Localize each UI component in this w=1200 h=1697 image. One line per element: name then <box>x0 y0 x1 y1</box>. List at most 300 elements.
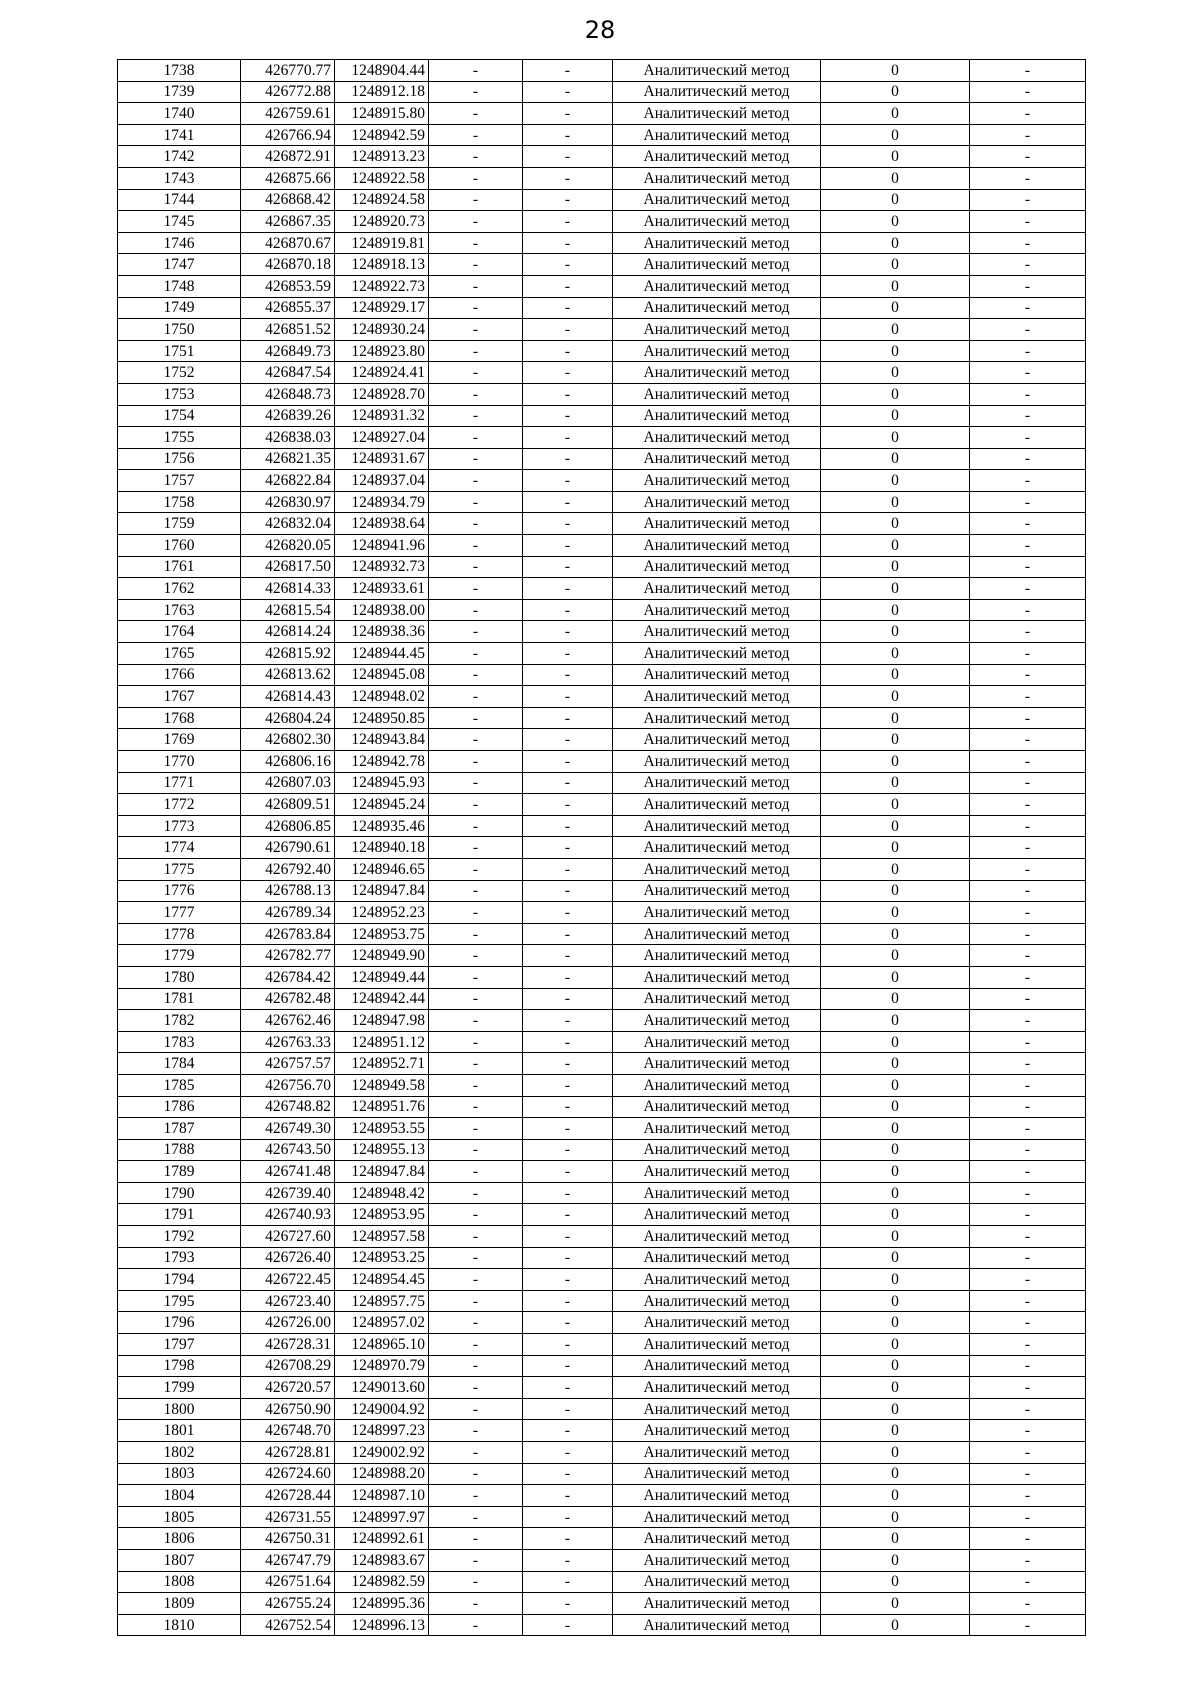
table-row <box>118 275 1086 297</box>
y-coordinate-cell: 1248997.97 <box>335 1506 429 1528</box>
point-number-cell: 1767 <box>118 686 241 708</box>
point-number-cell: 1796 <box>118 1312 241 1334</box>
point-number-cell: 1807 <box>118 1549 241 1571</box>
table-row <box>118 1053 1086 1075</box>
y-coordinate-cell: 1248942.59 <box>335 124 429 146</box>
error-value-cell: 0 <box>821 664 970 686</box>
dash-cell: - <box>523 1182 613 1204</box>
x-coordinate-cell: 426762.46 <box>241 1010 335 1032</box>
x-coordinate-cell: 426740.93 <box>241 1204 335 1226</box>
error-value-cell: 0 <box>821 1269 970 1291</box>
x-coordinate-cell: 426731.55 <box>241 1506 335 1528</box>
error-value-cell: 0 <box>821 772 970 794</box>
dash-cell: - <box>523 599 613 621</box>
error-value-cell: 0 <box>821 1614 970 1636</box>
y-coordinate-cell: 1248965.10 <box>335 1334 429 1356</box>
error-value-cell: 0 <box>821 232 970 254</box>
point-number-cell: 1766 <box>118 664 241 686</box>
dash-cell: - <box>429 1031 523 1053</box>
dash-cell: - <box>970 923 1086 945</box>
dash-cell: - <box>523 880 613 902</box>
dash-cell: - <box>970 1204 1086 1226</box>
y-coordinate-cell: 1248924.58 <box>335 189 429 211</box>
error-value-cell: 0 <box>821 858 970 880</box>
dash-cell: - <box>970 103 1086 125</box>
dash-cell: - <box>429 837 523 859</box>
dash-cell: - <box>970 491 1086 513</box>
error-value-cell: 0 <box>821 297 970 319</box>
y-coordinate-cell: 1248942.44 <box>335 988 429 1010</box>
dash-cell: - <box>429 146 523 168</box>
method-cell: Аналитический метод <box>613 1614 821 1636</box>
dash-cell: - <box>970 707 1086 729</box>
method-cell: Аналитический метод <box>613 1182 821 1204</box>
dash-cell: - <box>970 124 1086 146</box>
dash-cell: - <box>523 772 613 794</box>
dash-cell: - <box>429 988 523 1010</box>
method-cell: Аналитический метод <box>613 1420 821 1442</box>
table-row <box>118 1182 1086 1204</box>
table-row <box>118 1096 1086 1118</box>
dash-cell: - <box>523 988 613 1010</box>
error-value-cell: 0 <box>821 1355 970 1377</box>
error-value-cell: 0 <box>821 1593 970 1615</box>
table-row <box>118 729 1086 751</box>
point-number-cell: 1757 <box>118 470 241 492</box>
method-cell: Аналитический метод <box>613 664 821 686</box>
point-number-cell: 1747 <box>118 254 241 276</box>
y-coordinate-cell: 1248932.73 <box>335 556 429 578</box>
x-coordinate-cell: 426748.82 <box>241 1096 335 1118</box>
table-row <box>118 1074 1086 1096</box>
x-coordinate-cell: 426790.61 <box>241 837 335 859</box>
table-row <box>118 837 1086 859</box>
dash-cell: - <box>523 362 613 384</box>
y-coordinate-cell: 1248951.76 <box>335 1096 429 1118</box>
dash-cell: - <box>970 81 1086 103</box>
dash-cell: - <box>429 232 523 254</box>
x-coordinate-cell: 426728.44 <box>241 1485 335 1507</box>
error-value-cell: 0 <box>821 578 970 600</box>
table-row <box>118 1593 1086 1615</box>
point-number-cell: 1808 <box>118 1571 241 1593</box>
table-row <box>118 578 1086 600</box>
dash-cell: - <box>970 1269 1086 1291</box>
table-row <box>118 1161 1086 1183</box>
dash-cell: - <box>970 837 1086 859</box>
point-number-cell: 1745 <box>118 211 241 233</box>
point-number-cell: 1771 <box>118 772 241 794</box>
error-value-cell: 0 <box>821 319 970 341</box>
y-coordinate-cell: 1248935.46 <box>335 815 429 837</box>
dash-cell: - <box>970 60 1086 82</box>
y-coordinate-cell: 1248954.45 <box>335 1269 429 1291</box>
dash-cell: - <box>429 664 523 686</box>
y-coordinate-cell: 1248944.45 <box>335 643 429 665</box>
method-cell: Аналитический метод <box>613 815 821 837</box>
x-coordinate-cell: 426830.97 <box>241 491 335 513</box>
method-cell: Аналитический метод <box>613 1485 821 1507</box>
dash-cell: - <box>970 815 1086 837</box>
dash-cell: - <box>429 103 523 125</box>
error-value-cell: 0 <box>821 254 970 276</box>
y-coordinate-cell: 1248931.32 <box>335 405 429 427</box>
dash-cell: - <box>429 578 523 600</box>
dash-cell: - <box>970 362 1086 384</box>
dash-cell: - <box>970 340 1086 362</box>
table-row <box>118 146 1086 168</box>
method-cell: Аналитический метод <box>613 1593 821 1615</box>
dash-cell: - <box>970 189 1086 211</box>
error-value-cell: 0 <box>821 1139 970 1161</box>
x-coordinate-cell: 426848.73 <box>241 383 335 405</box>
dash-cell: - <box>523 815 613 837</box>
y-coordinate-cell: 1248915.80 <box>335 103 429 125</box>
error-value-cell: 0 <box>821 1420 970 1442</box>
table-row <box>118 643 1086 665</box>
dash-cell: - <box>523 1204 613 1226</box>
table-row <box>118 362 1086 384</box>
method-cell: Аналитический метод <box>613 60 821 82</box>
dash-cell: - <box>523 794 613 816</box>
dash-cell: - <box>970 1593 1086 1615</box>
dash-cell: - <box>429 1355 523 1377</box>
dash-cell: - <box>970 794 1086 816</box>
method-cell: Аналитический метод <box>613 966 821 988</box>
dash-cell: - <box>970 988 1086 1010</box>
point-number-cell: 1756 <box>118 448 241 470</box>
x-coordinate-cell: 426728.31 <box>241 1334 335 1356</box>
dash-cell: - <box>970 232 1086 254</box>
dash-cell: - <box>970 167 1086 189</box>
table-row <box>118 621 1086 643</box>
dash-cell: - <box>429 1161 523 1183</box>
point-number-cell: 1775 <box>118 858 241 880</box>
method-cell: Аналитический метод <box>613 945 821 967</box>
dash-cell: - <box>970 1442 1086 1464</box>
x-coordinate-cell: 426849.73 <box>241 340 335 362</box>
method-cell: Аналитический метод <box>613 1204 821 1226</box>
dash-cell: - <box>970 643 1086 665</box>
point-number-cell: 1753 <box>118 383 241 405</box>
dash-cell: - <box>523 664 613 686</box>
dash-cell: - <box>970 1355 1086 1377</box>
method-cell: Аналитический метод <box>613 1161 821 1183</box>
dash-cell: - <box>429 1182 523 1204</box>
dash-cell: - <box>970 1312 1086 1334</box>
dash-cell: - <box>970 1463 1086 1485</box>
point-number-cell: 1772 <box>118 794 241 816</box>
error-value-cell: 0 <box>821 1226 970 1248</box>
y-coordinate-cell: 1248928.70 <box>335 383 429 405</box>
x-coordinate-cell: 426814.33 <box>241 578 335 600</box>
dash-cell: - <box>523 319 613 341</box>
point-number-cell: 1793 <box>118 1247 241 1269</box>
dash-cell: - <box>523 383 613 405</box>
x-coordinate-cell: 426814.43 <box>241 686 335 708</box>
y-coordinate-cell: 1248997.23 <box>335 1420 429 1442</box>
table-row <box>118 556 1086 578</box>
error-value-cell: 0 <box>821 340 970 362</box>
x-coordinate-cell: 426806.85 <box>241 815 335 837</box>
x-coordinate-cell: 426772.88 <box>241 81 335 103</box>
point-number-cell: 1740 <box>118 103 241 125</box>
x-coordinate-cell: 426757.57 <box>241 1053 335 1075</box>
y-coordinate-cell: 1248996.13 <box>335 1614 429 1636</box>
dash-cell: - <box>429 275 523 297</box>
method-cell: Аналитический метод <box>613 1226 821 1248</box>
y-coordinate-cell: 1248942.78 <box>335 751 429 773</box>
method-cell: Аналитический метод <box>613 319 821 341</box>
y-coordinate-cell: 1248950.85 <box>335 707 429 729</box>
error-value-cell: 0 <box>821 815 970 837</box>
dash-cell: - <box>429 902 523 924</box>
method-cell: Аналитический метод <box>613 513 821 535</box>
x-coordinate-cell: 426743.50 <box>241 1139 335 1161</box>
table-row <box>118 1204 1086 1226</box>
table-row <box>118 1528 1086 1550</box>
dash-cell: - <box>523 81 613 103</box>
dash-cell: - <box>523 146 613 168</box>
dash-cell: - <box>970 513 1086 535</box>
error-value-cell: 0 <box>821 146 970 168</box>
dash-cell: - <box>970 858 1086 880</box>
dash-cell: - <box>523 427 613 449</box>
error-value-cell: 0 <box>821 427 970 449</box>
y-coordinate-cell: 1248953.75 <box>335 923 429 945</box>
table-row <box>118 383 1086 405</box>
dash-cell: - <box>523 729 613 751</box>
y-coordinate-cell: 1248934.79 <box>335 491 429 513</box>
x-coordinate-cell: 426751.64 <box>241 1571 335 1593</box>
table-row <box>118 707 1086 729</box>
dash-cell: - <box>429 1010 523 1032</box>
y-coordinate-cell: 1248952.23 <box>335 902 429 924</box>
y-coordinate-cell: 1248947.98 <box>335 1010 429 1032</box>
error-value-cell: 0 <box>821 211 970 233</box>
dash-cell: - <box>429 556 523 578</box>
dash-cell: - <box>970 470 1086 492</box>
dash-cell: - <box>429 297 523 319</box>
dash-cell: - <box>523 167 613 189</box>
dash-cell: - <box>523 621 613 643</box>
y-coordinate-cell: 1248982.59 <box>335 1571 429 1593</box>
error-value-cell: 0 <box>821 167 970 189</box>
dash-cell: - <box>429 1312 523 1334</box>
point-number-cell: 1805 <box>118 1506 241 1528</box>
error-value-cell: 0 <box>821 1161 970 1183</box>
point-number-cell: 1810 <box>118 1614 241 1636</box>
dash-cell: - <box>523 1528 613 1550</box>
error-value-cell: 0 <box>821 1549 970 1571</box>
table-row <box>118 1139 1086 1161</box>
error-value-cell: 0 <box>821 513 970 535</box>
table-row <box>118 1420 1086 1442</box>
dash-cell: - <box>970 686 1086 708</box>
dash-cell: - <box>429 535 523 557</box>
x-coordinate-cell: 426875.66 <box>241 167 335 189</box>
point-number-cell: 1743 <box>118 167 241 189</box>
y-coordinate-cell: 1248947.84 <box>335 880 429 902</box>
error-value-cell: 0 <box>821 448 970 470</box>
x-coordinate-cell: 426815.92 <box>241 643 335 665</box>
y-coordinate-cell: 1248920.73 <box>335 211 429 233</box>
x-coordinate-cell: 426813.62 <box>241 664 335 686</box>
method-cell: Аналитический метод <box>613 1334 821 1356</box>
point-number-cell: 1749 <box>118 297 241 319</box>
method-cell: Аналитический метод <box>613 556 821 578</box>
y-coordinate-cell: 1248913.23 <box>335 146 429 168</box>
error-value-cell: 0 <box>821 1182 970 1204</box>
dash-cell: - <box>970 1485 1086 1507</box>
dash-cell: - <box>970 146 1086 168</box>
point-number-cell: 1776 <box>118 880 241 902</box>
dash-cell: - <box>523 1312 613 1334</box>
method-cell: Аналитический метод <box>613 1139 821 1161</box>
method-cell: Аналитический метод <box>613 1463 821 1485</box>
method-cell: Аналитический метод <box>613 1269 821 1291</box>
dash-cell: - <box>523 643 613 665</box>
point-number-cell: 1741 <box>118 124 241 146</box>
dash-cell: - <box>970 1161 1086 1183</box>
dash-cell: - <box>970 1182 1086 1204</box>
method-cell: Аналитический метод <box>613 1010 821 1032</box>
point-number-cell: 1744 <box>118 189 241 211</box>
point-number-cell: 1797 <box>118 1334 241 1356</box>
y-coordinate-cell: 1248938.64 <box>335 513 429 535</box>
x-coordinate-cell: 426770.77 <box>241 60 335 82</box>
point-number-cell: 1800 <box>118 1398 241 1420</box>
dash-cell: - <box>970 254 1086 276</box>
dash-cell: - <box>429 405 523 427</box>
y-coordinate-cell: 1248937.04 <box>335 470 429 492</box>
dash-cell: - <box>523 966 613 988</box>
dash-cell: - <box>429 448 523 470</box>
y-coordinate-cell: 1248933.61 <box>335 578 429 600</box>
dash-cell: - <box>970 1053 1086 1075</box>
method-cell: Аналитический метод <box>613 729 821 751</box>
error-value-cell: 0 <box>821 643 970 665</box>
x-coordinate-cell: 426851.52 <box>241 319 335 341</box>
y-coordinate-cell: 1248938.36 <box>335 621 429 643</box>
x-coordinate-cell: 426855.37 <box>241 297 335 319</box>
error-value-cell: 0 <box>821 124 970 146</box>
dash-cell: - <box>970 729 1086 751</box>
table-row <box>118 1485 1086 1507</box>
method-cell: Аналитический метод <box>613 707 821 729</box>
x-coordinate-cell: 426788.13 <box>241 880 335 902</box>
table-row <box>118 167 1086 189</box>
dash-cell: - <box>970 1334 1086 1356</box>
dash-cell: - <box>429 1377 523 1399</box>
dash-cell: - <box>523 1377 613 1399</box>
x-coordinate-cell: 426822.84 <box>241 470 335 492</box>
x-coordinate-cell: 426726.00 <box>241 1312 335 1334</box>
table-row <box>118 60 1086 82</box>
error-value-cell: 0 <box>821 1528 970 1550</box>
y-coordinate-cell: 1248940.18 <box>335 837 429 859</box>
point-number-cell: 1746 <box>118 232 241 254</box>
table-row <box>118 966 1086 988</box>
table-row <box>118 858 1086 880</box>
point-number-cell: 1792 <box>118 1226 241 1248</box>
error-value-cell: 0 <box>821 275 970 297</box>
dash-cell: - <box>970 1031 1086 1053</box>
y-coordinate-cell: 1249013.60 <box>335 1377 429 1399</box>
x-coordinate-cell: 426727.60 <box>241 1226 335 1248</box>
error-value-cell: 0 <box>821 599 970 621</box>
x-coordinate-cell: 426809.51 <box>241 794 335 816</box>
dash-cell: - <box>523 340 613 362</box>
table-row <box>118 448 1086 470</box>
dash-cell: - <box>429 340 523 362</box>
dash-cell: - <box>970 1549 1086 1571</box>
method-cell: Аналитический метод <box>613 686 821 708</box>
point-number-cell: 1765 <box>118 643 241 665</box>
method-cell: Аналитический метод <box>613 1528 821 1550</box>
dash-cell: - <box>970 1010 1086 1032</box>
dash-cell: - <box>429 189 523 211</box>
y-coordinate-cell: 1248929.17 <box>335 297 429 319</box>
dash-cell: - <box>970 1139 1086 1161</box>
table-row <box>118 340 1086 362</box>
dash-cell: - <box>970 275 1086 297</box>
x-coordinate-cell: 426782.77 <box>241 945 335 967</box>
error-value-cell: 0 <box>821 1247 970 1269</box>
method-cell: Аналитический метод <box>613 751 821 773</box>
method-cell: Аналитический метод <box>613 1571 821 1593</box>
method-cell: Аналитический метод <box>613 103 821 125</box>
table-row <box>118 124 1086 146</box>
x-coordinate-cell: 426726.40 <box>241 1247 335 1269</box>
dash-cell: - <box>523 1161 613 1183</box>
dash-cell: - <box>523 1290 613 1312</box>
dash-cell: - <box>523 1593 613 1615</box>
table-row <box>118 945 1086 967</box>
point-number-cell: 1794 <box>118 1269 241 1291</box>
dash-cell: - <box>523 1571 613 1593</box>
dash-cell: - <box>523 254 613 276</box>
dash-cell: - <box>429 815 523 837</box>
x-coordinate-cell: 426814.24 <box>241 621 335 643</box>
error-value-cell: 0 <box>821 707 970 729</box>
dash-cell: - <box>429 1398 523 1420</box>
y-coordinate-cell: 1248945.93 <box>335 772 429 794</box>
error-value-cell: 0 <box>821 1096 970 1118</box>
y-coordinate-cell: 1248923.80 <box>335 340 429 362</box>
dash-cell: - <box>429 1549 523 1571</box>
y-coordinate-cell: 1248912.18 <box>335 81 429 103</box>
dash-cell: - <box>523 556 613 578</box>
dash-cell: - <box>970 1528 1086 1550</box>
method-cell: Аналитический метод <box>613 1549 821 1571</box>
x-coordinate-cell: 426832.04 <box>241 513 335 535</box>
point-number-cell: 1750 <box>118 319 241 341</box>
point-number-cell: 1761 <box>118 556 241 578</box>
point-number-cell: 1801 <box>118 1420 241 1442</box>
error-value-cell: 0 <box>821 621 970 643</box>
error-value-cell: 0 <box>821 686 970 708</box>
method-cell: Аналитический метод <box>613 1442 821 1464</box>
dash-cell: - <box>970 1118 1086 1140</box>
dash-cell: - <box>523 1485 613 1507</box>
dash-cell: - <box>970 966 1086 988</box>
error-value-cell: 0 <box>821 1290 970 1312</box>
dash-cell: - <box>429 1269 523 1291</box>
x-coordinate-cell: 426752.54 <box>241 1614 335 1636</box>
x-coordinate-cell: 426755.24 <box>241 1593 335 1615</box>
dash-cell: - <box>429 1614 523 1636</box>
